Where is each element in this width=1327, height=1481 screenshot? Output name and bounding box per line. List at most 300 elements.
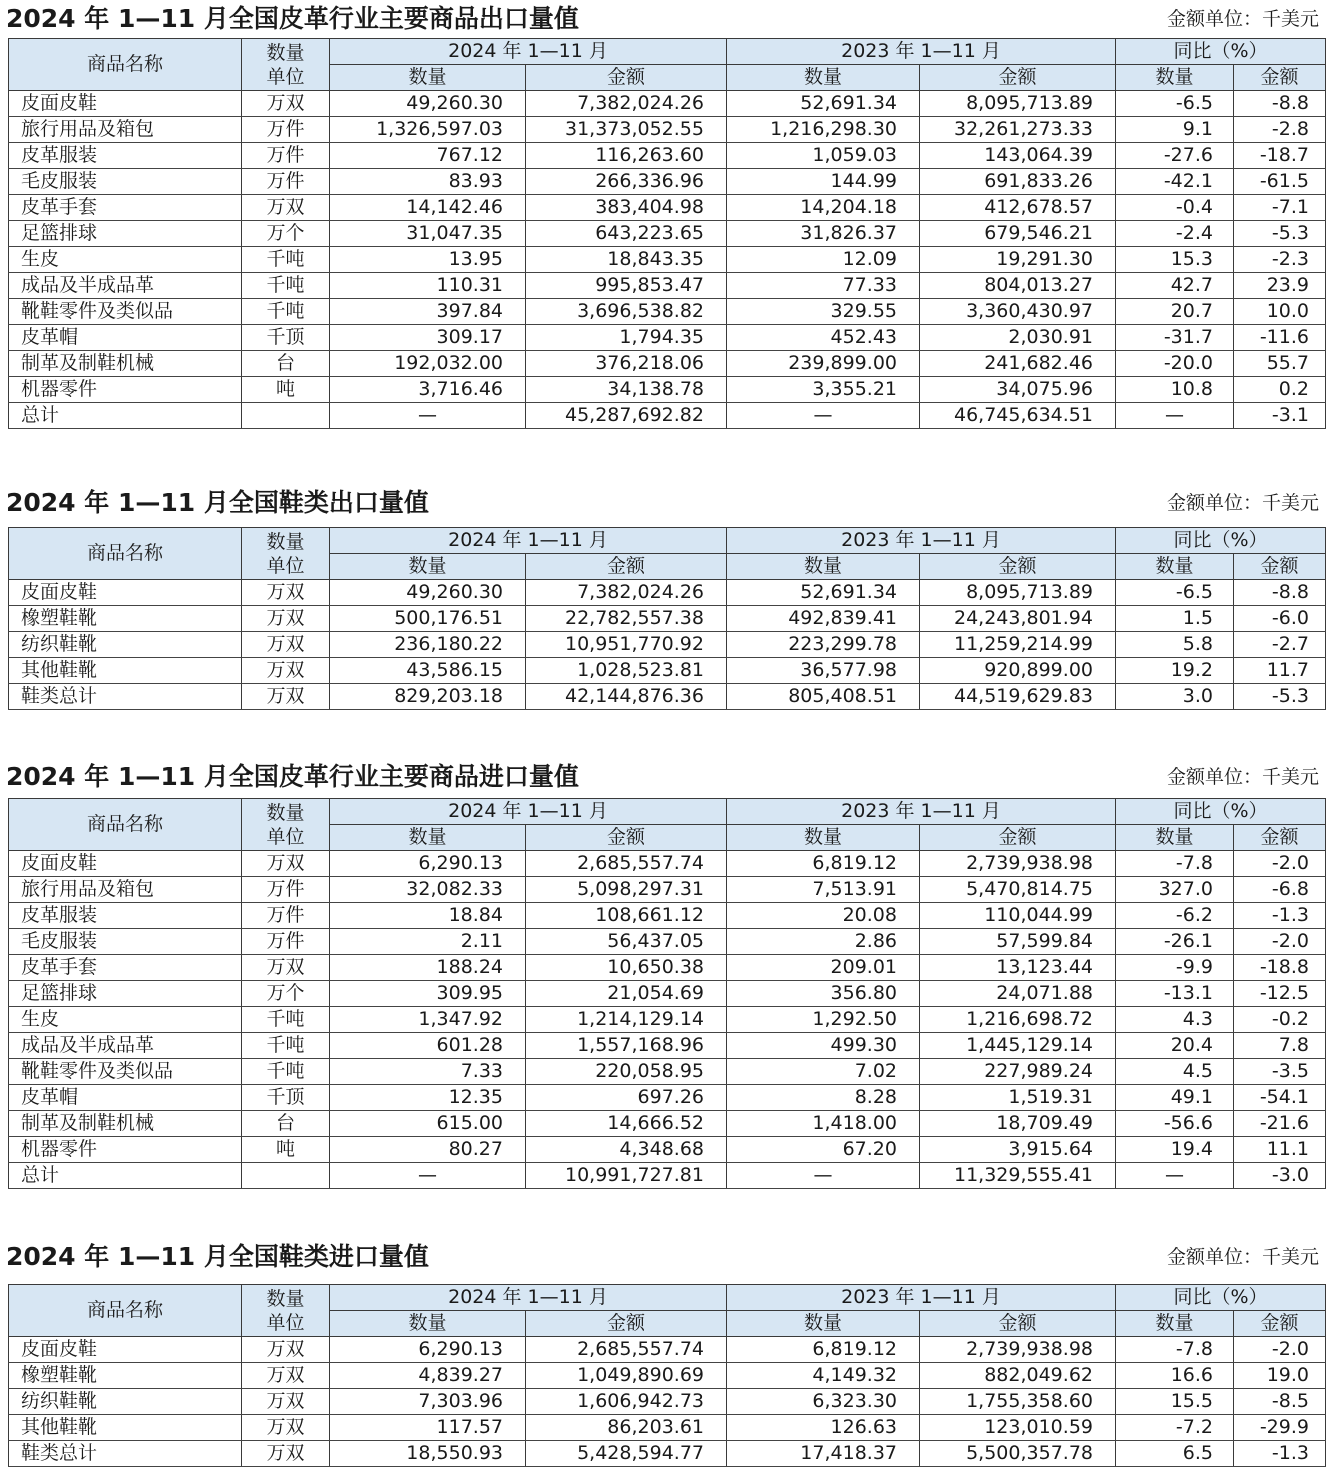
- cell-unit: 千吨: [242, 1007, 330, 1033]
- cell-amt-2024: 1,049,890.69: [526, 1363, 727, 1389]
- table-row: [9, 247, 1326, 273]
- cell-qty-2023: 223,299.78: [727, 632, 920, 658]
- table-row: [9, 91, 1326, 117]
- cell-amt-2024: 86,203.61: [526, 1415, 727, 1441]
- table-row: [9, 1137, 1326, 1163]
- table-row: [9, 877, 1326, 903]
- cell-qty-yoy: 9.1: [1116, 117, 1234, 143]
- cell-qty-2024: 236,180.22: [330, 632, 526, 658]
- table-row: [9, 325, 1326, 351]
- cell-amt-yoy: -6.0: [1234, 606, 1326, 632]
- cell-amt-2024: 21,054.69: [526, 981, 727, 1007]
- cell-amt-2024: 34,138.78: [526, 377, 727, 403]
- cell-unit: 万双: [242, 195, 330, 221]
- cell-amt-yoy: 0.2: [1234, 377, 1326, 403]
- header-qty-yoy: 数量: [1116, 1311, 1234, 1337]
- cell-amt-2024: 697.26: [526, 1085, 727, 1111]
- cell-qty-2023: 1,292.50: [727, 1007, 920, 1033]
- header-unit: 数量 单位: [242, 1285, 330, 1337]
- cell-amt-yoy: -18.8: [1234, 955, 1326, 981]
- header-qty-2023: 数量: [727, 65, 920, 91]
- cell-qty-2024: 309.17: [330, 325, 526, 351]
- cell-name: 橡塑鞋靴: [9, 606, 242, 632]
- cell-amt-2023: 19,291.30: [920, 247, 1116, 273]
- cell-unit: [242, 403, 330, 429]
- cell-qty-2024: 601.28: [330, 1033, 526, 1059]
- cell-qty-yoy: -9.9: [1116, 955, 1234, 981]
- cell-qty-yoy: 4.5: [1116, 1059, 1234, 1085]
- cell-qty-yoy: -0.4: [1116, 195, 1234, 221]
- cell-qty-2023: 144.99: [727, 169, 920, 195]
- cell-amt-2023: 34,075.96: [920, 377, 1116, 403]
- cell-name: 足篮排球: [9, 981, 242, 1007]
- cell-qty-2024: 767.12: [330, 143, 526, 169]
- cell-name: 机器零件: [9, 377, 242, 403]
- cell-amt-2023: 8,095,713.89: [920, 580, 1116, 606]
- cell-amt-2023: 44,519,629.83: [920, 684, 1116, 710]
- cell-qty-2023: 452.43: [727, 325, 920, 351]
- cell-amt-2024: 266,336.96: [526, 169, 727, 195]
- cell-amt-2023: 2,739,938.98: [920, 1337, 1116, 1363]
- cell-qty-yoy: 5.8: [1116, 632, 1234, 658]
- cell-amt-2023: 2,739,938.98: [920, 851, 1116, 877]
- cell-unit: 万件: [242, 169, 330, 195]
- cell-qty-yoy: -31.7: [1116, 325, 1234, 351]
- cell-amt-yoy: -1.3: [1234, 1441, 1326, 1467]
- cell-amt-yoy: 10.0: [1234, 299, 1326, 325]
- cell-amt-2024: 10,951,770.92: [526, 632, 727, 658]
- cell-unit: 千顶: [242, 325, 330, 351]
- cell-name: 机器零件: [9, 1137, 242, 1163]
- cell-amt-2024: 31,373,052.55: [526, 117, 727, 143]
- cell-qty-2023: 36,577.98: [727, 658, 920, 684]
- header-unit: 数量 单位: [242, 528, 330, 580]
- cell-amt-yoy: -2.0: [1234, 929, 1326, 955]
- header-name: 商品名称: [9, 799, 242, 851]
- cell-amt-2023: 46,745,634.51: [920, 403, 1116, 429]
- cell-qty-2023: 31,826.37: [727, 221, 920, 247]
- cell-qty-yoy: 15.5: [1116, 1389, 1234, 1415]
- cell-unit: 万双: [242, 1337, 330, 1363]
- cell-amt-2023: 8,095,713.89: [920, 91, 1116, 117]
- cell-amt-yoy: 11.1: [1234, 1137, 1326, 1163]
- cell-amt-2023: 123,010.59: [920, 1415, 1116, 1441]
- cell-amt-2024: 2,685,557.74: [526, 851, 727, 877]
- cell-qty-2024: 31,047.35: [330, 221, 526, 247]
- cell-amt-2023: 3,915.64: [920, 1137, 1116, 1163]
- cell-amt-2024: 2,685,557.74: [526, 1337, 727, 1363]
- table-row: [9, 1415, 1326, 1441]
- data-table: [8, 527, 1326, 710]
- cell-qty-yoy: -7.8: [1116, 851, 1234, 877]
- cell-name: 皮革帽: [9, 1085, 242, 1111]
- cell-qty-2024: 4,839.27: [330, 1363, 526, 1389]
- header-amt-2023: 金额: [920, 65, 1116, 91]
- cell-amt-yoy: 19.0: [1234, 1363, 1326, 1389]
- data-table: [8, 38, 1326, 429]
- cell-name: 制革及制鞋机械: [9, 351, 242, 377]
- header-period-2023: 2023 年 1—11 月: [727, 39, 1116, 65]
- cell-qty-2023: 14,204.18: [727, 195, 920, 221]
- cell-amt-2024: 383,404.98: [526, 195, 727, 221]
- cell-qty-yoy: 19.2: [1116, 658, 1234, 684]
- cell-unit: 万双: [242, 1389, 330, 1415]
- data-table: [8, 1284, 1326, 1467]
- cell-qty-2024: 500,176.51: [330, 606, 526, 632]
- cell-amt-2023: 24,071.88: [920, 981, 1116, 1007]
- table-row: [9, 169, 1326, 195]
- cell-amt-2024: 18,843.35: [526, 247, 727, 273]
- header-amt-2023: 金额: [920, 554, 1116, 580]
- section-title: 2024 年 1—11 月全国鞋类进口量值: [6, 1242, 429, 1271]
- cell-name: 纺织鞋靴: [9, 632, 242, 658]
- header-yoy: 同比（%）: [1116, 39, 1326, 65]
- table-row: [9, 1085, 1326, 1111]
- cell-amt-yoy: -3.1: [1234, 403, 1326, 429]
- cell-qty-2023: 7,513.91: [727, 877, 920, 903]
- header-amt-2024: 金额: [526, 1311, 727, 1337]
- cell-amt-2024: 10,650.38: [526, 955, 727, 981]
- unit-note: 金额单位：千美元: [1166, 1246, 1319, 1268]
- cell-qty-2023: 1,216,298.30: [727, 117, 920, 143]
- cell-unit: 万双: [242, 955, 330, 981]
- cell-qty-yoy: 10.8: [1116, 377, 1234, 403]
- cell-amt-yoy: -2.7: [1234, 632, 1326, 658]
- header-amt-2023: 金额: [920, 825, 1116, 851]
- cell-qty-2024: 110.31: [330, 273, 526, 299]
- cell-name: 足篮排球: [9, 221, 242, 247]
- cell-amt-yoy: -1.3: [1234, 903, 1326, 929]
- cell-amt-2024: 643,223.65: [526, 221, 727, 247]
- cell-unit: 万件: [242, 877, 330, 903]
- cell-qty-2024: 6,290.13: [330, 1337, 526, 1363]
- cell-qty-2023: 52,691.34: [727, 91, 920, 117]
- unit-note: 金额单位：千美元: [1166, 8, 1319, 30]
- cell-qty-2023: 52,691.34: [727, 580, 920, 606]
- table-row: [9, 1389, 1326, 1415]
- cell-name: 纺织鞋靴: [9, 1389, 242, 1415]
- header-qty-yoy: 数量: [1116, 554, 1234, 580]
- cell-amt-2023: 1,445,129.14: [920, 1033, 1116, 1059]
- header-name: 商品名称: [9, 1285, 242, 1337]
- header-qty-2024: 数量: [330, 554, 526, 580]
- cell-unit: 千顶: [242, 1085, 330, 1111]
- table-row: [9, 377, 1326, 403]
- cell-qty-yoy: -7.2: [1116, 1415, 1234, 1441]
- header-yoy: 同比（%）: [1116, 1285, 1326, 1311]
- cell-name: 皮革服装: [9, 903, 242, 929]
- cell-name: 橡塑鞋靴: [9, 1363, 242, 1389]
- cell-name: 皮革手套: [9, 195, 242, 221]
- cell-unit: 万个: [242, 981, 330, 1007]
- cell-amt-yoy: 7.8: [1234, 1033, 1326, 1059]
- cell-name: 总计: [9, 403, 242, 429]
- cell-name: 皮革帽: [9, 325, 242, 351]
- cell-amt-yoy: -6.8: [1234, 877, 1326, 903]
- cell-amt-2023: 5,470,814.75: [920, 877, 1116, 903]
- cell-amt-yoy: -8.8: [1234, 580, 1326, 606]
- cell-amt-2024: 1,606,942.73: [526, 1389, 727, 1415]
- cell-qty-yoy: —: [1116, 1163, 1234, 1189]
- cell-qty-2024: 43,586.15: [330, 658, 526, 684]
- unit-note: 金额单位：千美元: [1166, 492, 1319, 514]
- cell-amt-2023: 57,599.84: [920, 929, 1116, 955]
- cell-qty-2024: 83.93: [330, 169, 526, 195]
- table-row: [9, 606, 1326, 632]
- section-title: 2024 年 1—11 月全国皮革行业主要商品出口量值: [6, 4, 579, 33]
- cell-amt-yoy: -5.3: [1234, 684, 1326, 710]
- cell-amt-2023: 241,682.46: [920, 351, 1116, 377]
- cell-amt-2023: 691,833.26: [920, 169, 1116, 195]
- cell-amt-yoy: -3.0: [1234, 1163, 1326, 1189]
- cell-name: 制革及制鞋机械: [9, 1111, 242, 1137]
- cell-name: 鞋类总计: [9, 1441, 242, 1467]
- cell-unit: 千吨: [242, 1059, 330, 1085]
- cell-qty-yoy: 327.0: [1116, 877, 1234, 903]
- cell-unit: 万双: [242, 851, 330, 877]
- cell-qty-2024: 192,032.00: [330, 351, 526, 377]
- cell-amt-2023: 11,259,214.99: [920, 632, 1116, 658]
- cell-amt-yoy: -21.6: [1234, 1111, 1326, 1137]
- header-amt-2023: 金额: [920, 1311, 1116, 1337]
- cell-amt-2024: 5,098,297.31: [526, 877, 727, 903]
- cell-unit: 万件: [242, 903, 330, 929]
- header-qty-2023: 数量: [727, 1311, 920, 1337]
- header-amt-yoy: 金额: [1234, 1311, 1326, 1337]
- cell-qty-2023: 126.63: [727, 1415, 920, 1441]
- cell-name: 旅行用品及箱包: [9, 117, 242, 143]
- cell-qty-2024: 6,290.13: [330, 851, 526, 877]
- table-row: [9, 580, 1326, 606]
- table-row: [9, 195, 1326, 221]
- cell-amt-2023: 18,709.49: [920, 1111, 1116, 1137]
- table-row: [9, 351, 1326, 377]
- cell-qty-2023: 6,819.12: [727, 1337, 920, 1363]
- table-row: [9, 117, 1326, 143]
- cell-amt-2024: 1,214,129.14: [526, 1007, 727, 1033]
- header-qty-2024: 数量: [330, 1311, 526, 1337]
- cell-amt-2023: 1,216,698.72: [920, 1007, 1116, 1033]
- cell-name: 其他鞋靴: [9, 658, 242, 684]
- cell-qty-yoy: -13.1: [1116, 981, 1234, 1007]
- cell-unit: 万双: [242, 580, 330, 606]
- cell-qty-2024: 12.35: [330, 1085, 526, 1111]
- cell-amt-2024: 22,782,557.38: [526, 606, 727, 632]
- cell-qty-yoy: 42.7: [1116, 273, 1234, 299]
- cell-amt-2024: 3,696,538.82: [526, 299, 727, 325]
- cell-qty-yoy: -2.4: [1116, 221, 1234, 247]
- cell-unit: 万双: [242, 684, 330, 710]
- cell-amt-yoy: -8.5: [1234, 1389, 1326, 1415]
- cell-qty-2024: 3,716.46: [330, 377, 526, 403]
- cell-amt-yoy: -0.2: [1234, 1007, 1326, 1033]
- cell-amt-2023: 882,049.62: [920, 1363, 1116, 1389]
- table-row: [9, 1111, 1326, 1137]
- cell-qty-yoy: 49.1: [1116, 1085, 1234, 1111]
- cell-qty-2023: 17,418.37: [727, 1441, 920, 1467]
- header-amt-2024: 金额: [526, 825, 727, 851]
- cell-qty-2023: 4,149.32: [727, 1363, 920, 1389]
- cell-amt-yoy: -8.8: [1234, 91, 1326, 117]
- table-row: [9, 1163, 1326, 1189]
- cell-amt-2024: 108,661.12: [526, 903, 727, 929]
- header-qty-2023: 数量: [727, 554, 920, 580]
- cell-amt-yoy: -11.6: [1234, 325, 1326, 351]
- cell-amt-2024: 4,348.68: [526, 1137, 727, 1163]
- cell-amt-2024: 10,991,727.81: [526, 1163, 727, 1189]
- cell-amt-2023: 24,243,801.94: [920, 606, 1116, 632]
- cell-qty-2024: 829,203.18: [330, 684, 526, 710]
- cell-name: 生皮: [9, 1007, 242, 1033]
- cell-unit: 万件: [242, 929, 330, 955]
- cell-qty-2024: —: [330, 1163, 526, 1189]
- cell-unit: 万双: [242, 1415, 330, 1441]
- data-table: [8, 798, 1326, 1189]
- table-row: [9, 1337, 1326, 1363]
- cell-amt-2024: 1,794.35: [526, 325, 727, 351]
- cell-name: 成品及半成品革: [9, 273, 242, 299]
- cell-amt-yoy: -3.5: [1234, 1059, 1326, 1085]
- cell-amt-2024: 1,557,168.96: [526, 1033, 727, 1059]
- cell-qty-2024: 13.95: [330, 247, 526, 273]
- cell-qty-2024: 7.33: [330, 1059, 526, 1085]
- cell-amt-yoy: -2.0: [1234, 851, 1326, 877]
- cell-qty-2023: 499.30: [727, 1033, 920, 1059]
- table-row: [9, 684, 1326, 710]
- cell-qty-2023: 12.09: [727, 247, 920, 273]
- cell-qty-yoy: 4.3: [1116, 1007, 1234, 1033]
- cell-unit: 台: [242, 351, 330, 377]
- section-title: 2024 年 1—11 月全国鞋类出口量值: [6, 488, 429, 517]
- cell-qty-yoy: 20.4: [1116, 1033, 1234, 1059]
- table-row: [9, 1033, 1326, 1059]
- cell-amt-2024: 56,437.05: [526, 929, 727, 955]
- cell-qty-2023: 20.08: [727, 903, 920, 929]
- cell-qty-2023: 3,355.21: [727, 377, 920, 403]
- cell-amt-2024: 7,382,024.26: [526, 91, 727, 117]
- cell-unit: [242, 1163, 330, 1189]
- cell-name: 皮革手套: [9, 955, 242, 981]
- header-qty-2024: 数量: [330, 825, 526, 851]
- cell-amt-2023: 13,123.44: [920, 955, 1116, 981]
- cell-qty-yoy: 1.5: [1116, 606, 1234, 632]
- cell-qty-2024: 615.00: [330, 1111, 526, 1137]
- cell-name: 生皮: [9, 247, 242, 273]
- table-row: [9, 981, 1326, 1007]
- header-qty-2024: 数量: [330, 65, 526, 91]
- cell-qty-2024: 49,260.30: [330, 91, 526, 117]
- cell-qty-2024: 309.95: [330, 981, 526, 1007]
- cell-name: 鞋类总计: [9, 684, 242, 710]
- cell-qty-2023: 329.55: [727, 299, 920, 325]
- cell-qty-2023: 356.80: [727, 981, 920, 1007]
- table-row: [9, 929, 1326, 955]
- cell-amt-2024: 45,287,692.82: [526, 403, 727, 429]
- header-amt-yoy: 金额: [1234, 65, 1326, 91]
- cell-qty-2024: 1,326,597.03: [330, 117, 526, 143]
- cell-qty-yoy: 19.4: [1116, 1137, 1234, 1163]
- cell-qty-yoy: -56.6: [1116, 1111, 1234, 1137]
- cell-qty-2023: 239,899.00: [727, 351, 920, 377]
- unit-note: 金额单位：千美元: [1166, 766, 1319, 788]
- cell-name: 皮面皮鞋: [9, 580, 242, 606]
- cell-qty-2023: 1,418.00: [727, 1111, 920, 1137]
- cell-unit: 千吨: [242, 247, 330, 273]
- cell-name: 皮面皮鞋: [9, 1337, 242, 1363]
- cell-amt-yoy: -61.5: [1234, 169, 1326, 195]
- cell-amt-2023: 1,755,358.60: [920, 1389, 1116, 1415]
- cell-qty-yoy: -27.6: [1116, 143, 1234, 169]
- cell-name: 毛皮服装: [9, 169, 242, 195]
- table-row: [9, 221, 1326, 247]
- header-period-2023: 2023 年 1—11 月: [727, 1285, 1116, 1311]
- table-row: [9, 299, 1326, 325]
- cell-qty-yoy: 15.3: [1116, 247, 1234, 273]
- cell-unit: 千吨: [242, 299, 330, 325]
- header-period-2023: 2023 年 1—11 月: [727, 528, 1116, 554]
- table-row: [9, 851, 1326, 877]
- cell-qty-2024: 7,303.96: [330, 1389, 526, 1415]
- cell-name: 皮革服装: [9, 143, 242, 169]
- cell-amt-2023: 3,360,430.97: [920, 299, 1116, 325]
- cell-qty-yoy: 16.6: [1116, 1363, 1234, 1389]
- cell-qty-2023: 6,323.30: [727, 1389, 920, 1415]
- header-amt-2024: 金额: [526, 65, 727, 91]
- cell-amt-2024: 7,382,024.26: [526, 580, 727, 606]
- cell-amt-2023: 11,329,555.41: [920, 1163, 1116, 1189]
- cell-name: 其他鞋靴: [9, 1415, 242, 1441]
- cell-name: 成品及半成品革: [9, 1033, 242, 1059]
- cell-amt-2023: 2,030.91: [920, 325, 1116, 351]
- table-row: [9, 903, 1326, 929]
- cell-qty-2023: —: [727, 403, 920, 429]
- cell-unit: 万个: [242, 221, 330, 247]
- cell-amt-2023: 679,546.21: [920, 221, 1116, 247]
- cell-amt-yoy: 23.9: [1234, 273, 1326, 299]
- cell-qty-2023: 77.33: [727, 273, 920, 299]
- cell-amt-yoy: 55.7: [1234, 351, 1326, 377]
- cell-amt-2024: 42,144,876.36: [526, 684, 727, 710]
- cell-unit: 万双: [242, 1363, 330, 1389]
- cell-qty-2023: 8.28: [727, 1085, 920, 1111]
- cell-amt-2023: 227,989.24: [920, 1059, 1116, 1085]
- cell-name: 皮面皮鞋: [9, 91, 242, 117]
- table-row: [9, 1441, 1326, 1467]
- cell-amt-yoy: -2.0: [1234, 1337, 1326, 1363]
- header-period-2024: 2024 年 1—11 月: [330, 528, 727, 554]
- section-leather-export: [0, 2, 1327, 426]
- cell-name: 靴鞋零件及类似品: [9, 299, 242, 325]
- cell-amt-yoy: -12.5: [1234, 981, 1326, 1007]
- table-row: [9, 632, 1326, 658]
- cell-amt-2023: 110,044.99: [920, 903, 1116, 929]
- table-row: [9, 403, 1326, 429]
- cell-amt-yoy: -7.1: [1234, 195, 1326, 221]
- header-qty-2023: 数量: [727, 825, 920, 851]
- header-qty-yoy: 数量: [1116, 825, 1234, 851]
- cell-amt-yoy: -2.3: [1234, 247, 1326, 273]
- header-amt-yoy: 金额: [1234, 825, 1326, 851]
- table-row: [9, 143, 1326, 169]
- cell-qty-2024: 2.11: [330, 929, 526, 955]
- header-yoy: 同比（%）: [1116, 528, 1326, 554]
- table-row: [9, 273, 1326, 299]
- cell-unit: 万件: [242, 143, 330, 169]
- section-title: 2024 年 1—11 月全国皮革行业主要商品进口量值: [6, 762, 579, 791]
- cell-amt-2024: 14,666.52: [526, 1111, 727, 1137]
- cell-qty-2024: 1,347.92: [330, 1007, 526, 1033]
- table-row: [9, 1363, 1326, 1389]
